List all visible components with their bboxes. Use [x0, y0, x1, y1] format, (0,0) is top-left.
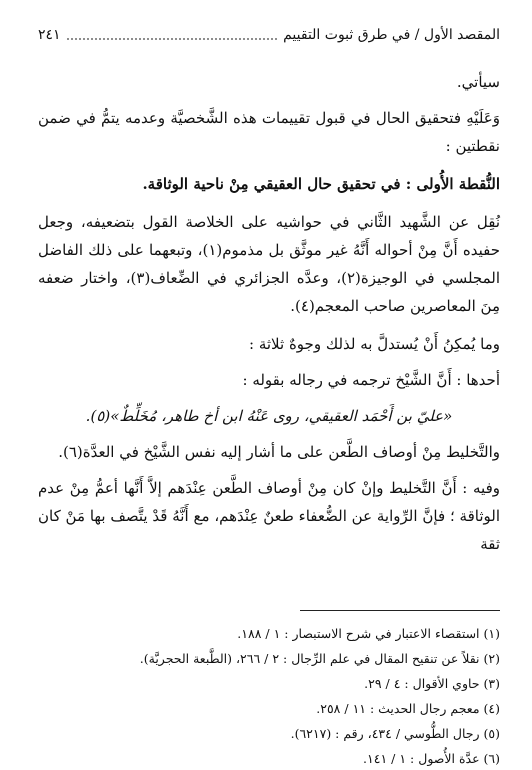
header-title: المقصد الأول / في طرق ثبوت التقييم	[283, 27, 500, 43]
footnote: (١) استقصاء الاعتبار في شرح الاستبصار : ١ / ١٨٨.	[237, 626, 500, 641]
footnote: (٦) عدَّة الأُصول : ١ / ١٤١.	[363, 751, 500, 766]
footnote-separator	[300, 610, 500, 611]
paragraph: نُقِل عن الشَّهيد الثَّاني في حواشيه على الخلاصة القول بتضعيفه، وجعل حفيده أَنَّ مِنْ أحواله أَنَّهُ غير موثَّق بل مذموم(١)، وتبعهما على ذلك الفاضل المجلسي في الوجيزة(٢)، وعدَّه الجزائري في الضِّعاف(٣)، واختار ضعفه مِنَ المعاصرين صاحب المعجم(٤).	[38, 213, 501, 315]
footnote: (٣) حاوي الأقوال : ٤ / ٢٩.	[364, 676, 500, 691]
paragraph: وفيه : أَنَّ التَّخليط وإنْ كان مِنْ أوصاف الطَّعن عِنْدَهم إلاَّ أَنَّها أعمُّ مِنْ عدم الوثاقة ؛ فإنَّ الرِّواية عن الضُّعفاء طعنٌ عِنْدَهم، مع أَنَّهُ قَدْ يتَّصف بها مَنْ كان ثقة	[38, 479, 500, 553]
document-page	[38, 22, 501, 766]
running-header	[38, 22, 500, 48]
footnote: (٤) معجم رجال الحديث : ١١ / ٢٥٨.	[316, 701, 500, 716]
paragraph: سيأتي.	[456, 73, 500, 91]
main-text	[38, 68, 500, 558]
paragraph: وما يُمكِنُ أَنْ يُستدلَّ به لذلك وجوهٌ ثلاثة :	[249, 335, 500, 353]
quoted-text: «عليّ بن أَحْمَد العقيقي، روى عَنْهُ ابن أخ طاهر، مُخَلِّطٌ»(٥).	[85, 407, 453, 425]
paragraph: والتَّخليط مِنْ أوصاف الطَّعن على ما أشار إليه نفس الشَّيْخ في العدَّة(٦).	[58, 443, 500, 461]
footnote: (٢) نقلاً عن تنقيح المقال في علم الرِّجال : ٢ / ٢٦٦، (الطَّبعة الحجريَّة).	[139, 651, 500, 666]
section-heading: النُّقطة الأُولى : في تحقيق حال العقيقي مِنْ ناحية الوثاقة.	[142, 175, 500, 193]
header-leader-dots	[67, 30, 278, 40]
footnotes	[38, 623, 500, 770]
page-number: ٢٤١	[38, 27, 61, 43]
paragraph: وَعَلَيْهِ فتحقيق الحال في قبول تقييمات هذه الشَّخصيَّة وعدمه يتمُّ في ضمن نقطتين :	[38, 109, 500, 155]
footnote: (٥) رجال الطُّوسي / ٤٣٤، رقم : (٦٢١٧).	[290, 726, 500, 741]
paragraph: أحدها : أَنَّ الشَّيْخ ترجمه في رجاله بقوله :	[242, 371, 500, 389]
